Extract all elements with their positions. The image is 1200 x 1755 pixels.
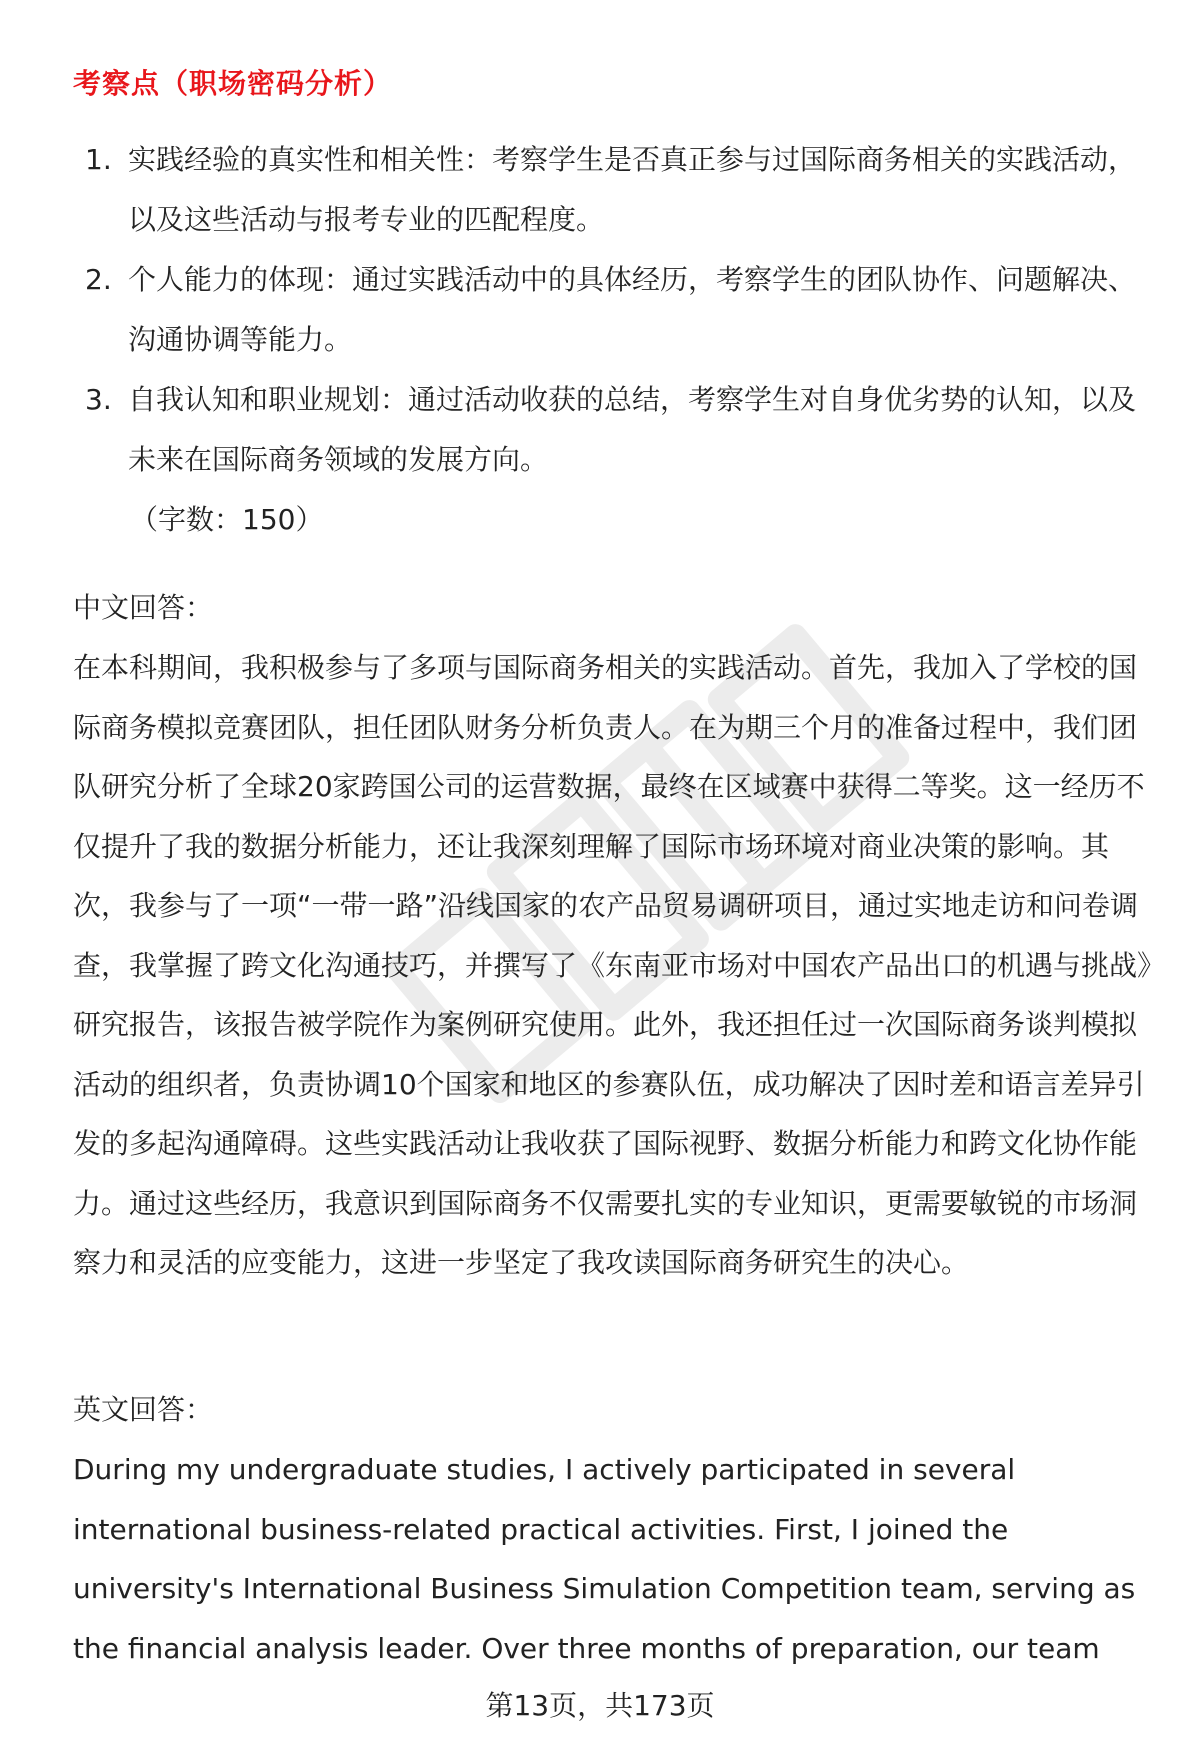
page-number: 第13页，共173页	[485, 1689, 715, 1722]
english-answer-line: international business-related practical activities. First, I joined the	[73, 1512, 1009, 1546]
chinese-answer-label: 中文回答：	[73, 591, 214, 624]
english-answer-line: During my undergraduate studies, I actively participated in several	[73, 1453, 1016, 1486]
list-item-text: 自我认知和职业规划：通过活动收获的总结，考察学生对自身优劣势的认知，以及未来在国际商务领域的发展方向。	[128, 383, 1137, 476]
list-item-text: 个人能力的体现：通过实践活动中的具体经历，考察学生的团队协作、问题解决、沟通协调等能力。	[128, 263, 1137, 356]
list-item-number: 2.	[85, 263, 112, 296]
english-answer-text	[73, 1440, 1153, 1678]
english-answer-label: 英文回答：	[73, 1393, 214, 1426]
english-answer-line: university's International Business Simulation Competition team, serving as	[73, 1572, 1136, 1605]
section-title: 考察点（职场密码分析）	[73, 67, 393, 100]
list-item	[73, 370, 1153, 490]
word-count: （字数：150）	[130, 503, 324, 536]
list-item-number: 1.	[85, 143, 112, 176]
list-item	[73, 130, 1153, 250]
chinese-answer-text: 在本科期间，我积极参与了多项与国际商务相关的实践活动。首先，我加入了学校的国际商务模拟竞赛团队，担任团队财务分析负责人。在为期三个月的准备过程中，我们团队研究分析了全球20家跨国公司的运营数据，最终在区域赛中获得二等奖。这一经历不仅提升了我的数据分析能力，还让我深刻理解了国际市场环境对商业决策的影响。其次，我参与了一项“一带一路”沿线国家的农产品贸易调研项目，通过实地走访和问卷调查，我掌握了跨文化沟通技巧，并撰写了《东南亚市场对中国农产品出口的机遇与挑战》研究报告，该报告被学院作为案例研究使用。此外，我还担任过一次国际商务谈判模拟活动的组织者，负责协调10个国家和地区的参赛队伍，成功解决了因时差和语言差异引发的多起沟通障碍。这些实践活动让我收获了国际视野、数据分析能力和跨文化协作能力。通过这些经历，我意识到国际商务不仅需要扎实的专业知识，更需要敏锐的市场洞察力和灵活的应变能力，这进一步坚定了我攻读国际商务研究生的决心。	[73, 651, 1152, 1279]
list-item	[73, 250, 1153, 370]
english-answer-line: the financial analysis leader. Over three months of preparation, our team	[73, 1631, 1100, 1665]
list-item-text: 实践经验的真实性和相关性：考察学生是否真正参与过国际商务相关的实践活动，以及这些活动与报考专业的匹配程度。	[128, 143, 1137, 236]
list-item-number: 3.	[85, 383, 112, 416]
assessment-points-list	[73, 130, 1153, 490]
